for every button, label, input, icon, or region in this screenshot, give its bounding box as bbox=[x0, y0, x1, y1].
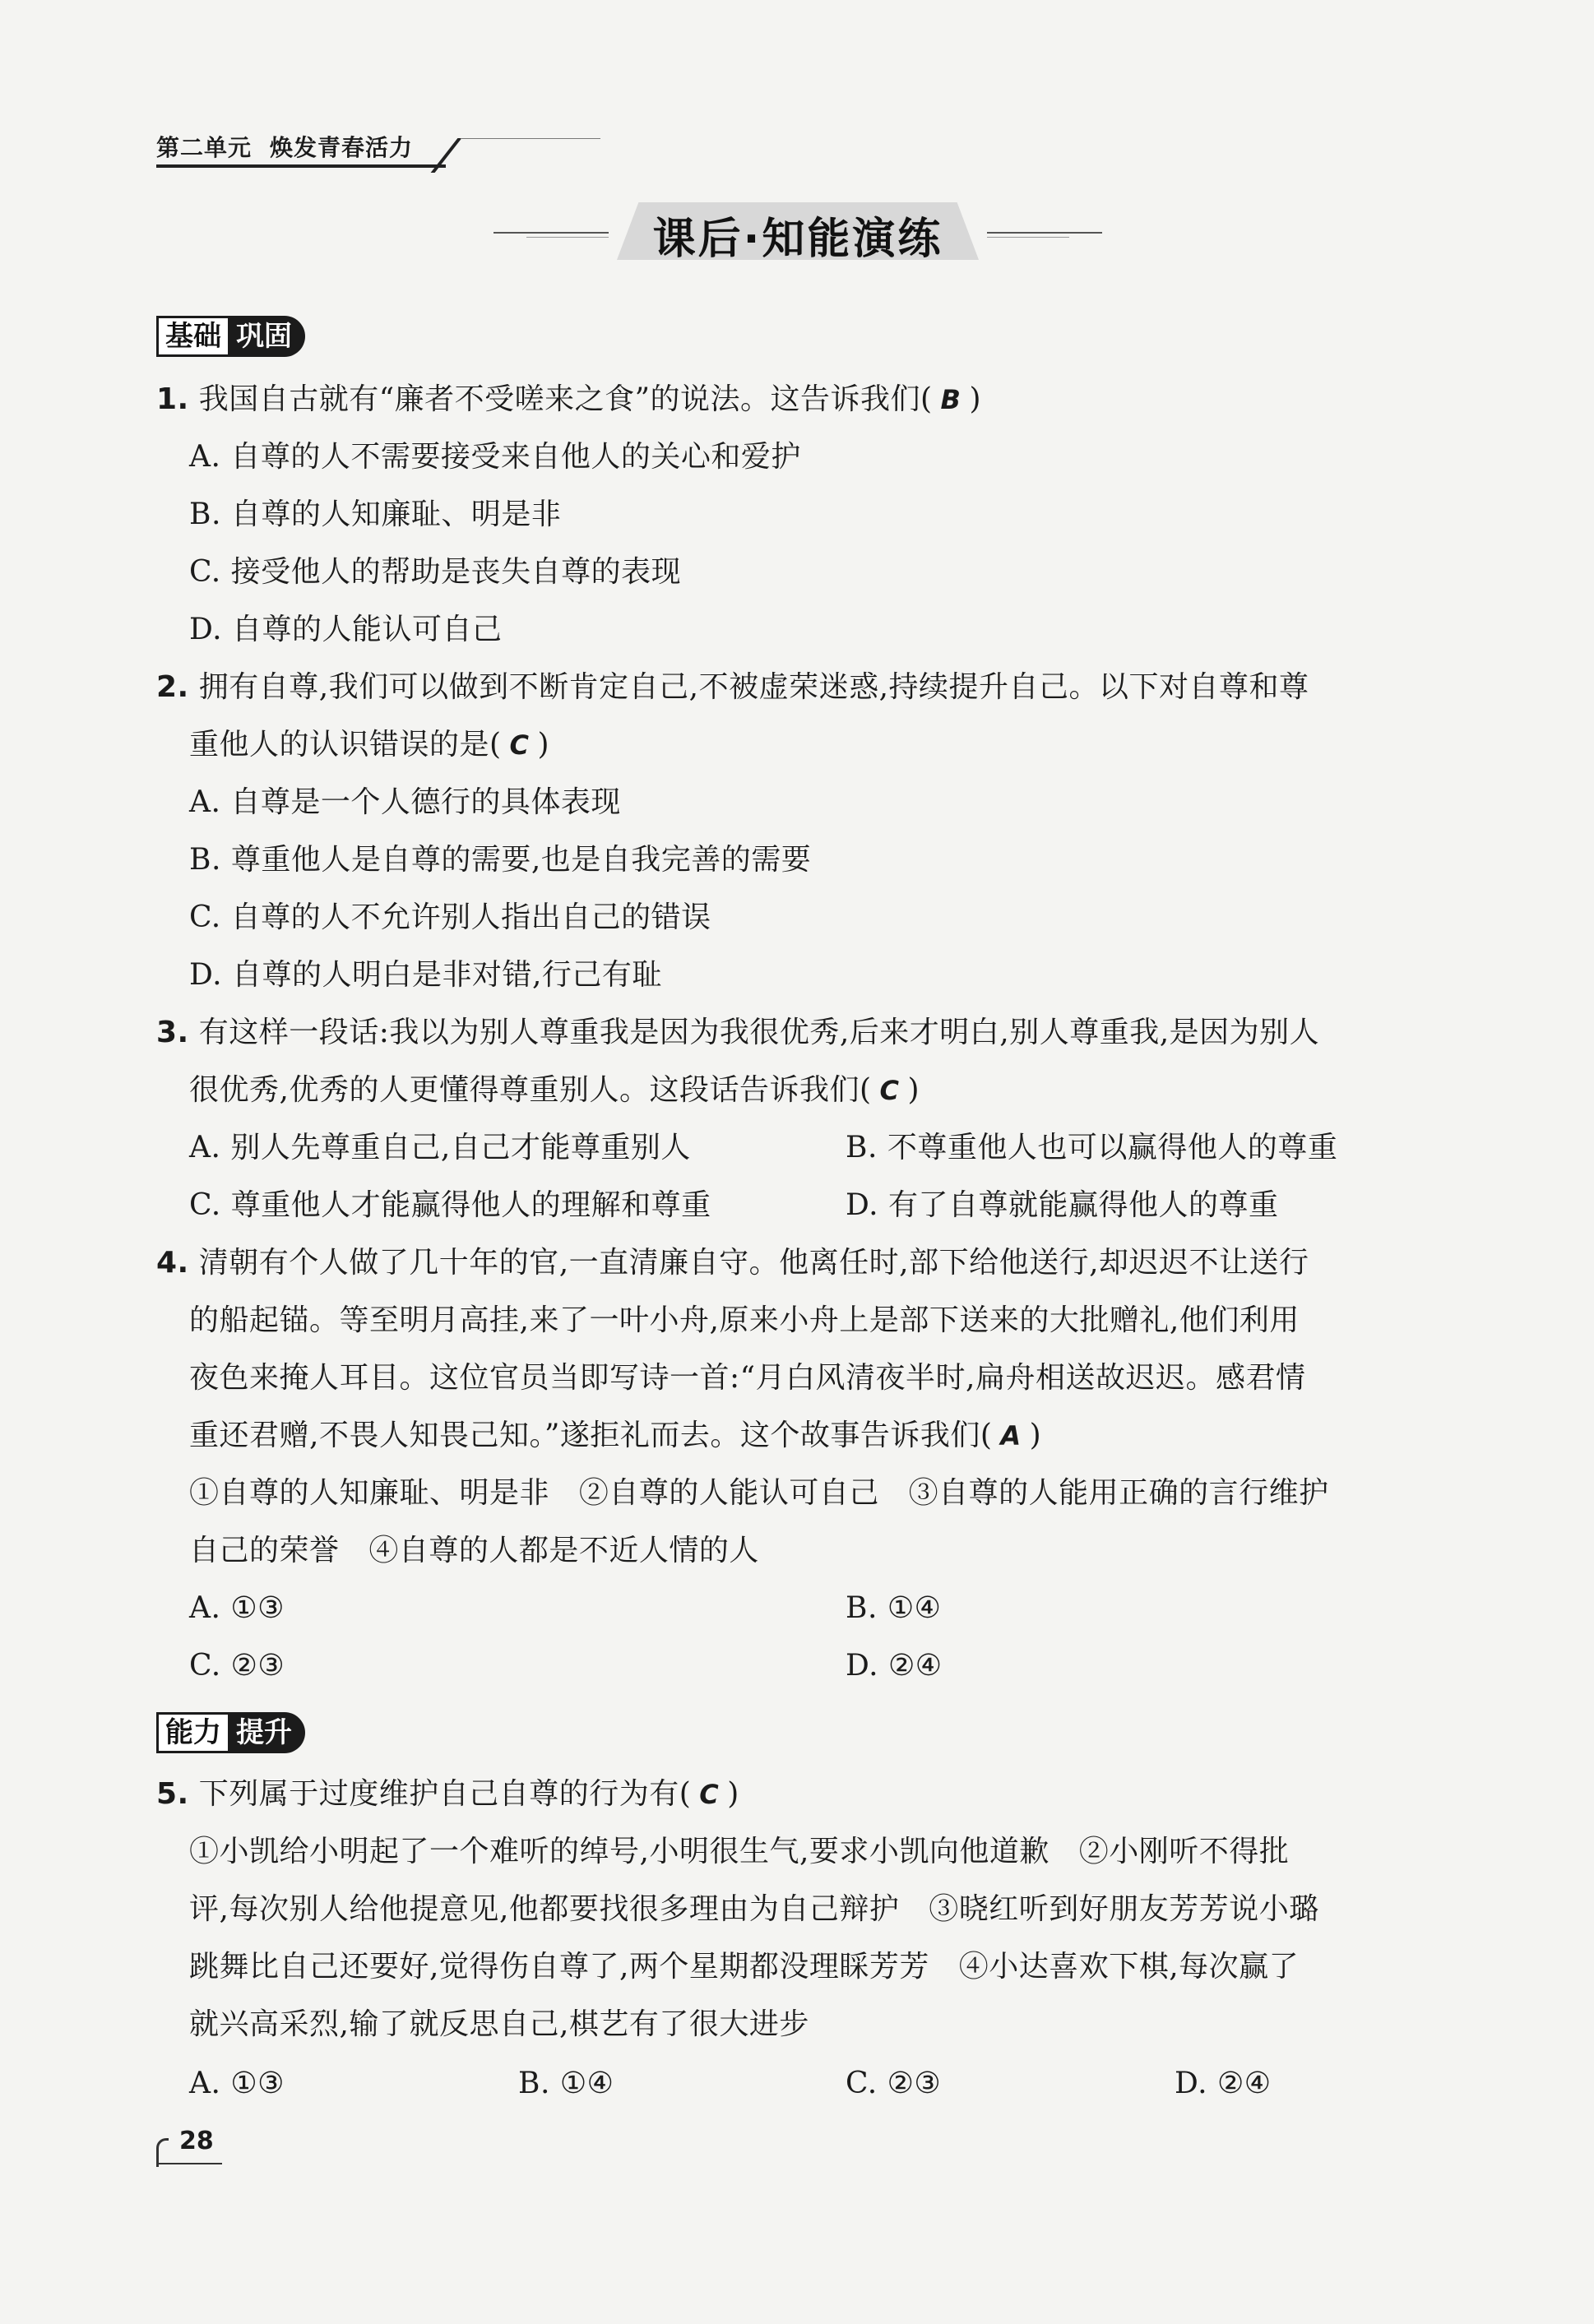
question-2-close: ) bbox=[537, 728, 550, 762]
question-4-close: ) bbox=[1029, 1419, 1042, 1452]
question-5-option-a: A. ①③ bbox=[189, 2067, 285, 2100]
unit-header-thin-rule bbox=[461, 138, 600, 139]
question-2-text-2: 重他人的认识错误的是( bbox=[189, 728, 502, 762]
question-4-option-d: D. ②④ bbox=[846, 1649, 943, 1683]
question-3-option-b: B. 不尊重他人也可以赢得他人的尊重 bbox=[846, 1131, 1338, 1164]
title-rule-left-thin bbox=[526, 237, 609, 238]
question-1-option-c: C. 接受他人的帮助是丧失自尊的表现 bbox=[189, 555, 682, 589]
question-4-option-a: A. ①③ bbox=[189, 1591, 285, 1625]
question-5-option-d: D. ②④ bbox=[1175, 2067, 1272, 2100]
question-1-answer: B bbox=[940, 384, 961, 415]
question-3-text-1: 有这样一段话:我以为别人尊重我是因为我很优秀,后来才明白,别人尊重我,是因为别人 bbox=[198, 1016, 1320, 1049]
question-2-stem-line-1 bbox=[156, 671, 1309, 704]
question-1-number: 1. bbox=[156, 382, 189, 416]
question-2-text-1: 拥有自尊,我们可以做到不断肯定自己,不被虚荣迷惑,持续提升自己。以下对自尊和尊 bbox=[198, 670, 1309, 704]
question-5-text: 下列属于过度维护自己自尊的行为有( bbox=[198, 1777, 692, 1811]
question-4-stem-line-1 bbox=[156, 1247, 1309, 1280]
question-3-option-a: A. 别人先尊重自己,自己才能尊重别人 bbox=[189, 1131, 691, 1164]
title-rule-right bbox=[987, 232, 1102, 234]
question-5-stem bbox=[156, 1778, 739, 1811]
question-3-number: 3. bbox=[156, 1016, 189, 1049]
question-4-stem-line-4 bbox=[189, 1419, 1041, 1452]
section-basic-left: 基础 bbox=[156, 316, 228, 357]
question-5-statements-line-1: ①小凯给小明起了一个难听的绰号,小明很生气,要求小凯向他道歉 ②小刚听不得批 bbox=[189, 1835, 1290, 1868]
question-2-stem-line-2 bbox=[189, 729, 549, 762]
question-5-statements-line-2: 评,每次别人给他提意见,他都要找很多理由为自己辩护 ③晓红听到好朋友芳芳说小璐 bbox=[189, 1892, 1319, 1926]
question-4-number: 4. bbox=[156, 1246, 189, 1280]
question-5-option-b: B. ①④ bbox=[518, 2067, 614, 2100]
section-ability-left: 能力 bbox=[156, 1712, 228, 1753]
question-4-option-c: C. ②③ bbox=[189, 1649, 285, 1683]
question-5-option-c: C. ②③ bbox=[846, 2067, 942, 2100]
question-3-option-d: D. 有了自尊就能赢得他人的尊重 bbox=[846, 1188, 1279, 1222]
question-4-statements-line-1: ①自尊的人知廉耻、明是非 ②自尊的人能认可自己 ③自尊的人能用正确的言行维护 bbox=[189, 1476, 1329, 1510]
question-4-stem-line-2: 的船起锚。等至明月高挂,来了一叶小舟,原来小舟上是部下送来的大批赠礼,他们利用 bbox=[189, 1303, 1300, 1337]
question-1-close: ) bbox=[969, 382, 981, 416]
question-1-option-d: D. 自尊的人能认可自己 bbox=[189, 613, 503, 646]
question-1-option-b: B. 自尊的人知廉耻、明是非 bbox=[189, 498, 562, 531]
question-4-stem-line-3: 夜色来掩人耳目。这位官员当即写诗一首:“月白风清夜半时,扁舟相送故迟迟。感君情 bbox=[189, 1361, 1306, 1395]
question-3-option-c: C. 尊重他人才能赢得他人的理解和尊重 bbox=[189, 1188, 711, 1222]
unit-header-slant bbox=[431, 138, 462, 173]
question-4-text-1: 清朝有个人做了几十年的官,一直清廉自守。他离任时,部下给他送行,却迟迟不让送行 bbox=[198, 1246, 1309, 1280]
question-1-option-a: A. 自尊的人不需要接受来自他人的关心和爱护 bbox=[189, 440, 801, 474]
unit-label: 第二单元 bbox=[156, 134, 253, 161]
question-4-option-b: B. ①④ bbox=[846, 1591, 942, 1625]
question-5-answer: C bbox=[699, 1779, 720, 1810]
question-4-statements-line-2: 自己的荣誉 ④自尊的人都是不近人情的人 bbox=[189, 1534, 759, 1567]
question-5-statements-line-4: 就兴高采烈,输了就反思自己,棋艺有了很大进步 bbox=[189, 2007, 809, 2041]
unit-header bbox=[156, 130, 413, 163]
question-4-answer: A bbox=[1000, 1420, 1022, 1451]
question-3-stem-line-1 bbox=[156, 1016, 1319, 1049]
question-2-number: 2. bbox=[156, 670, 189, 704]
question-2-option-d: D. 自尊的人明白是非对错,行己有耻 bbox=[189, 958, 662, 992]
question-2-answer: C bbox=[509, 729, 530, 761]
question-1-text: 我国自古就有“廉者不受嗟来之食”的说法。这告诉我们( bbox=[198, 382, 933, 416]
question-3-stem-line-2 bbox=[189, 1074, 920, 1107]
section-label-basic bbox=[156, 316, 305, 357]
question-2-option-a: A. 自尊是一个人德行的具体表现 bbox=[189, 785, 621, 819]
page-number: 28 bbox=[179, 2127, 214, 2155]
question-3-text-2: 很优秀,优秀的人更懂得尊重别人。这段话告诉我们( bbox=[189, 1073, 872, 1107]
title-banner bbox=[493, 199, 1102, 265]
question-5-statements-line-3: 跳舞比自己还要好,觉得伤自尊了,两个星期都没理睬芳芳 ④小达喜欢下棋,每次赢了 bbox=[189, 1950, 1300, 1984]
unit-topic: 焕发青春活力 bbox=[270, 134, 414, 161]
unit-header-rule bbox=[156, 164, 446, 168]
question-4-text-4: 重还君赠,不畏人知畏己知。”遂拒礼而去。这个故事告诉我们( bbox=[189, 1419, 993, 1452]
section-basic-right: 巩固 bbox=[228, 316, 305, 357]
page-number-rule bbox=[156, 2163, 222, 2164]
section-label-ability bbox=[156, 1712, 305, 1753]
question-3-answer: C bbox=[879, 1075, 900, 1106]
title-rule-left bbox=[493, 232, 609, 234]
title-rule-right-thin bbox=[987, 237, 1069, 238]
question-2-option-b: B. 尊重他人是自尊的需要,也是自我完善的需要 bbox=[189, 843, 812, 877]
question-3-close: ) bbox=[907, 1073, 920, 1107]
page-title: 课后·知能演练 bbox=[652, 215, 943, 264]
section-ability-right: 提升 bbox=[228, 1712, 305, 1753]
question-5-close: ) bbox=[727, 1777, 739, 1811]
question-5-number: 5. bbox=[156, 1777, 189, 1811]
question-2-option-c: C. 自尊的人不允许别人指出自己的错误 bbox=[189, 900, 711, 934]
question-1-stem bbox=[156, 383, 981, 416]
